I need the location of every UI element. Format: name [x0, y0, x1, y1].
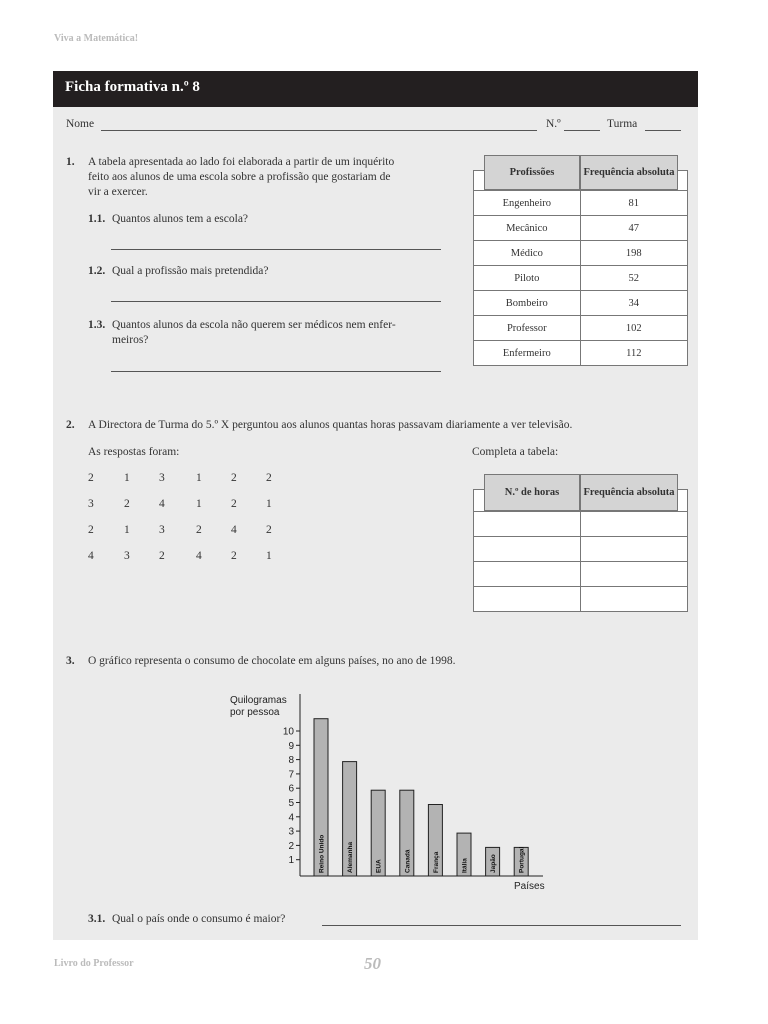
book-title-header: Viva a Matemática! — [54, 33, 139, 44]
profession-cell: Professor — [474, 316, 581, 341]
y-axis-title-line-2: por pessoa — [230, 707, 280, 718]
answer-value: 3 — [159, 472, 165, 484]
q1-3-number: 1.3. — [88, 319, 106, 331]
answer-value: 1 — [124, 524, 130, 536]
q1-3-line-1: Quantos alunos da escola não querem ser médicos nem enfer- — [112, 319, 396, 331]
frequency-cell: 52 — [580, 266, 687, 291]
profession-cell: Médico — [474, 241, 581, 266]
y-tick-label: 5 — [288, 798, 294, 809]
q1-line-3: vir a exercer. — [88, 186, 148, 198]
hours-header: N.º de horas — [484, 474, 580, 511]
category-label: Alemanha — [347, 841, 355, 873]
q1-3-line-2: meiros? — [112, 334, 149, 346]
answer-value: 1 — [196, 472, 202, 484]
y-tick-label: 1 — [288, 855, 294, 867]
profession-cell: Bombeiro — [474, 291, 581, 316]
turma-label: Turma — [607, 118, 638, 130]
frequency-header: Frequência absoluta — [580, 155, 678, 190]
q3-number: 3. — [66, 655, 75, 667]
q3-1-answer-line[interactable] — [322, 925, 681, 926]
x-axis-title: Países — [514, 881, 545, 892]
category-label: Canadá — [404, 849, 412, 873]
y-axis-title-line-1: Quilogramas — [230, 695, 287, 706]
category-label: Itália — [461, 858, 469, 873]
answer-value: 2 — [231, 472, 237, 484]
footer-book: Livro do Professor — [54, 958, 134, 969]
y-tick-label: 8 — [288, 755, 294, 767]
answer-value: 3 — [159, 524, 165, 536]
complete-table-label: Completa a tabela: — [472, 446, 559, 458]
frequency-cell: 34 — [580, 291, 687, 316]
q1-2-text: Qual a profissão mais pretendida? — [112, 265, 269, 277]
answer-value: 1 — [266, 498, 272, 510]
answer-value: 4 — [196, 550, 202, 562]
frequency-cell: 47 — [580, 216, 687, 241]
answers-label: As respostas foram: — [88, 446, 180, 458]
frequency-header-2: Frequência absoluta — [580, 474, 678, 511]
q3-1-number: 3.1. — [88, 913, 106, 925]
q2-number: 2. — [66, 419, 75, 431]
category-label: Japão — [490, 854, 498, 873]
frequency-cell: 112 — [580, 341, 687, 366]
q1-number: 1. — [66, 156, 75, 168]
q3-1-text: Qual o país onde o consumo é maior? — [112, 913, 286, 925]
y-tick-label: 9 — [288, 740, 294, 752]
y-tick-label: 10 — [282, 726, 294, 738]
answer-value: 2 — [266, 524, 272, 536]
frequency-cell: 102 — [580, 316, 687, 341]
category-label: EUA — [375, 859, 383, 873]
y-tick-label: 7 — [288, 769, 294, 781]
answer-value: 2 — [196, 524, 202, 536]
worksheet-title: Ficha formativa n.º 8 — [65, 79, 200, 95]
q1-1-text: Quantos alunos tem a escola? — [112, 213, 249, 225]
page-number: 50 — [364, 954, 381, 973]
y-tick-label: 2 — [288, 840, 294, 852]
answer-value: 3 — [124, 550, 130, 562]
profession-cell: Engenheiro — [474, 191, 581, 216]
numero-label: N.º — [546, 118, 561, 130]
nome-label: Nome — [66, 118, 95, 130]
q3-text: O gráfico representa o consumo de chocolate em alguns países, no ano de 1998. — [88, 655, 456, 667]
answer-value: 1 — [196, 498, 202, 510]
y-tick-label: 6 — [288, 783, 294, 795]
answer-value: 2 — [266, 472, 272, 484]
answer-value: 2 — [88, 524, 94, 536]
frequency-cell: 81 — [580, 191, 687, 216]
q1-line-2: feito aos alunos de uma escola sobre a profissão que gostariam de — [88, 171, 391, 183]
q2-text: A Directora de Turma do 5.º X perguntou aos alunos quantas horas passavam diariamente a ver televisão. — [88, 419, 573, 431]
answer-value: 2 — [159, 550, 165, 562]
answer-value: 4 — [88, 550, 94, 562]
answer-value: 4 — [159, 498, 165, 510]
y-tick-label: 3 — [288, 826, 294, 838]
q1-line-1: A tabela apresentada ao lado foi elaborada a partir de um inquérito — [88, 156, 395, 168]
answer-value: 2 — [231, 550, 237, 562]
q1-2-number: 1.2. — [88, 265, 106, 277]
frequency-cell: 198 — [580, 241, 687, 266]
category-label: Reino Unido — [318, 834, 326, 873]
q1-1-number: 1.1. — [88, 213, 106, 225]
answer-value: 3 — [88, 498, 94, 510]
profession-cell: Enfermeiro — [474, 341, 581, 366]
category-label: França — [432, 851, 440, 873]
profession-cell: Mecânico — [474, 216, 581, 241]
answer-value: 1 — [124, 472, 130, 484]
answer-value: 2 — [231, 498, 237, 510]
answer-value: 4 — [231, 524, 237, 536]
answer-value: 1 — [266, 550, 272, 562]
category-label: Portugal — [518, 846, 526, 873]
answer-value: 2 — [124, 498, 130, 510]
profession-cell: Piloto — [474, 266, 581, 291]
y-tick-label: 4 — [288, 812, 294, 824]
professions-header: Profissões — [484, 155, 580, 190]
answer-value: 2 — [88, 472, 94, 484]
